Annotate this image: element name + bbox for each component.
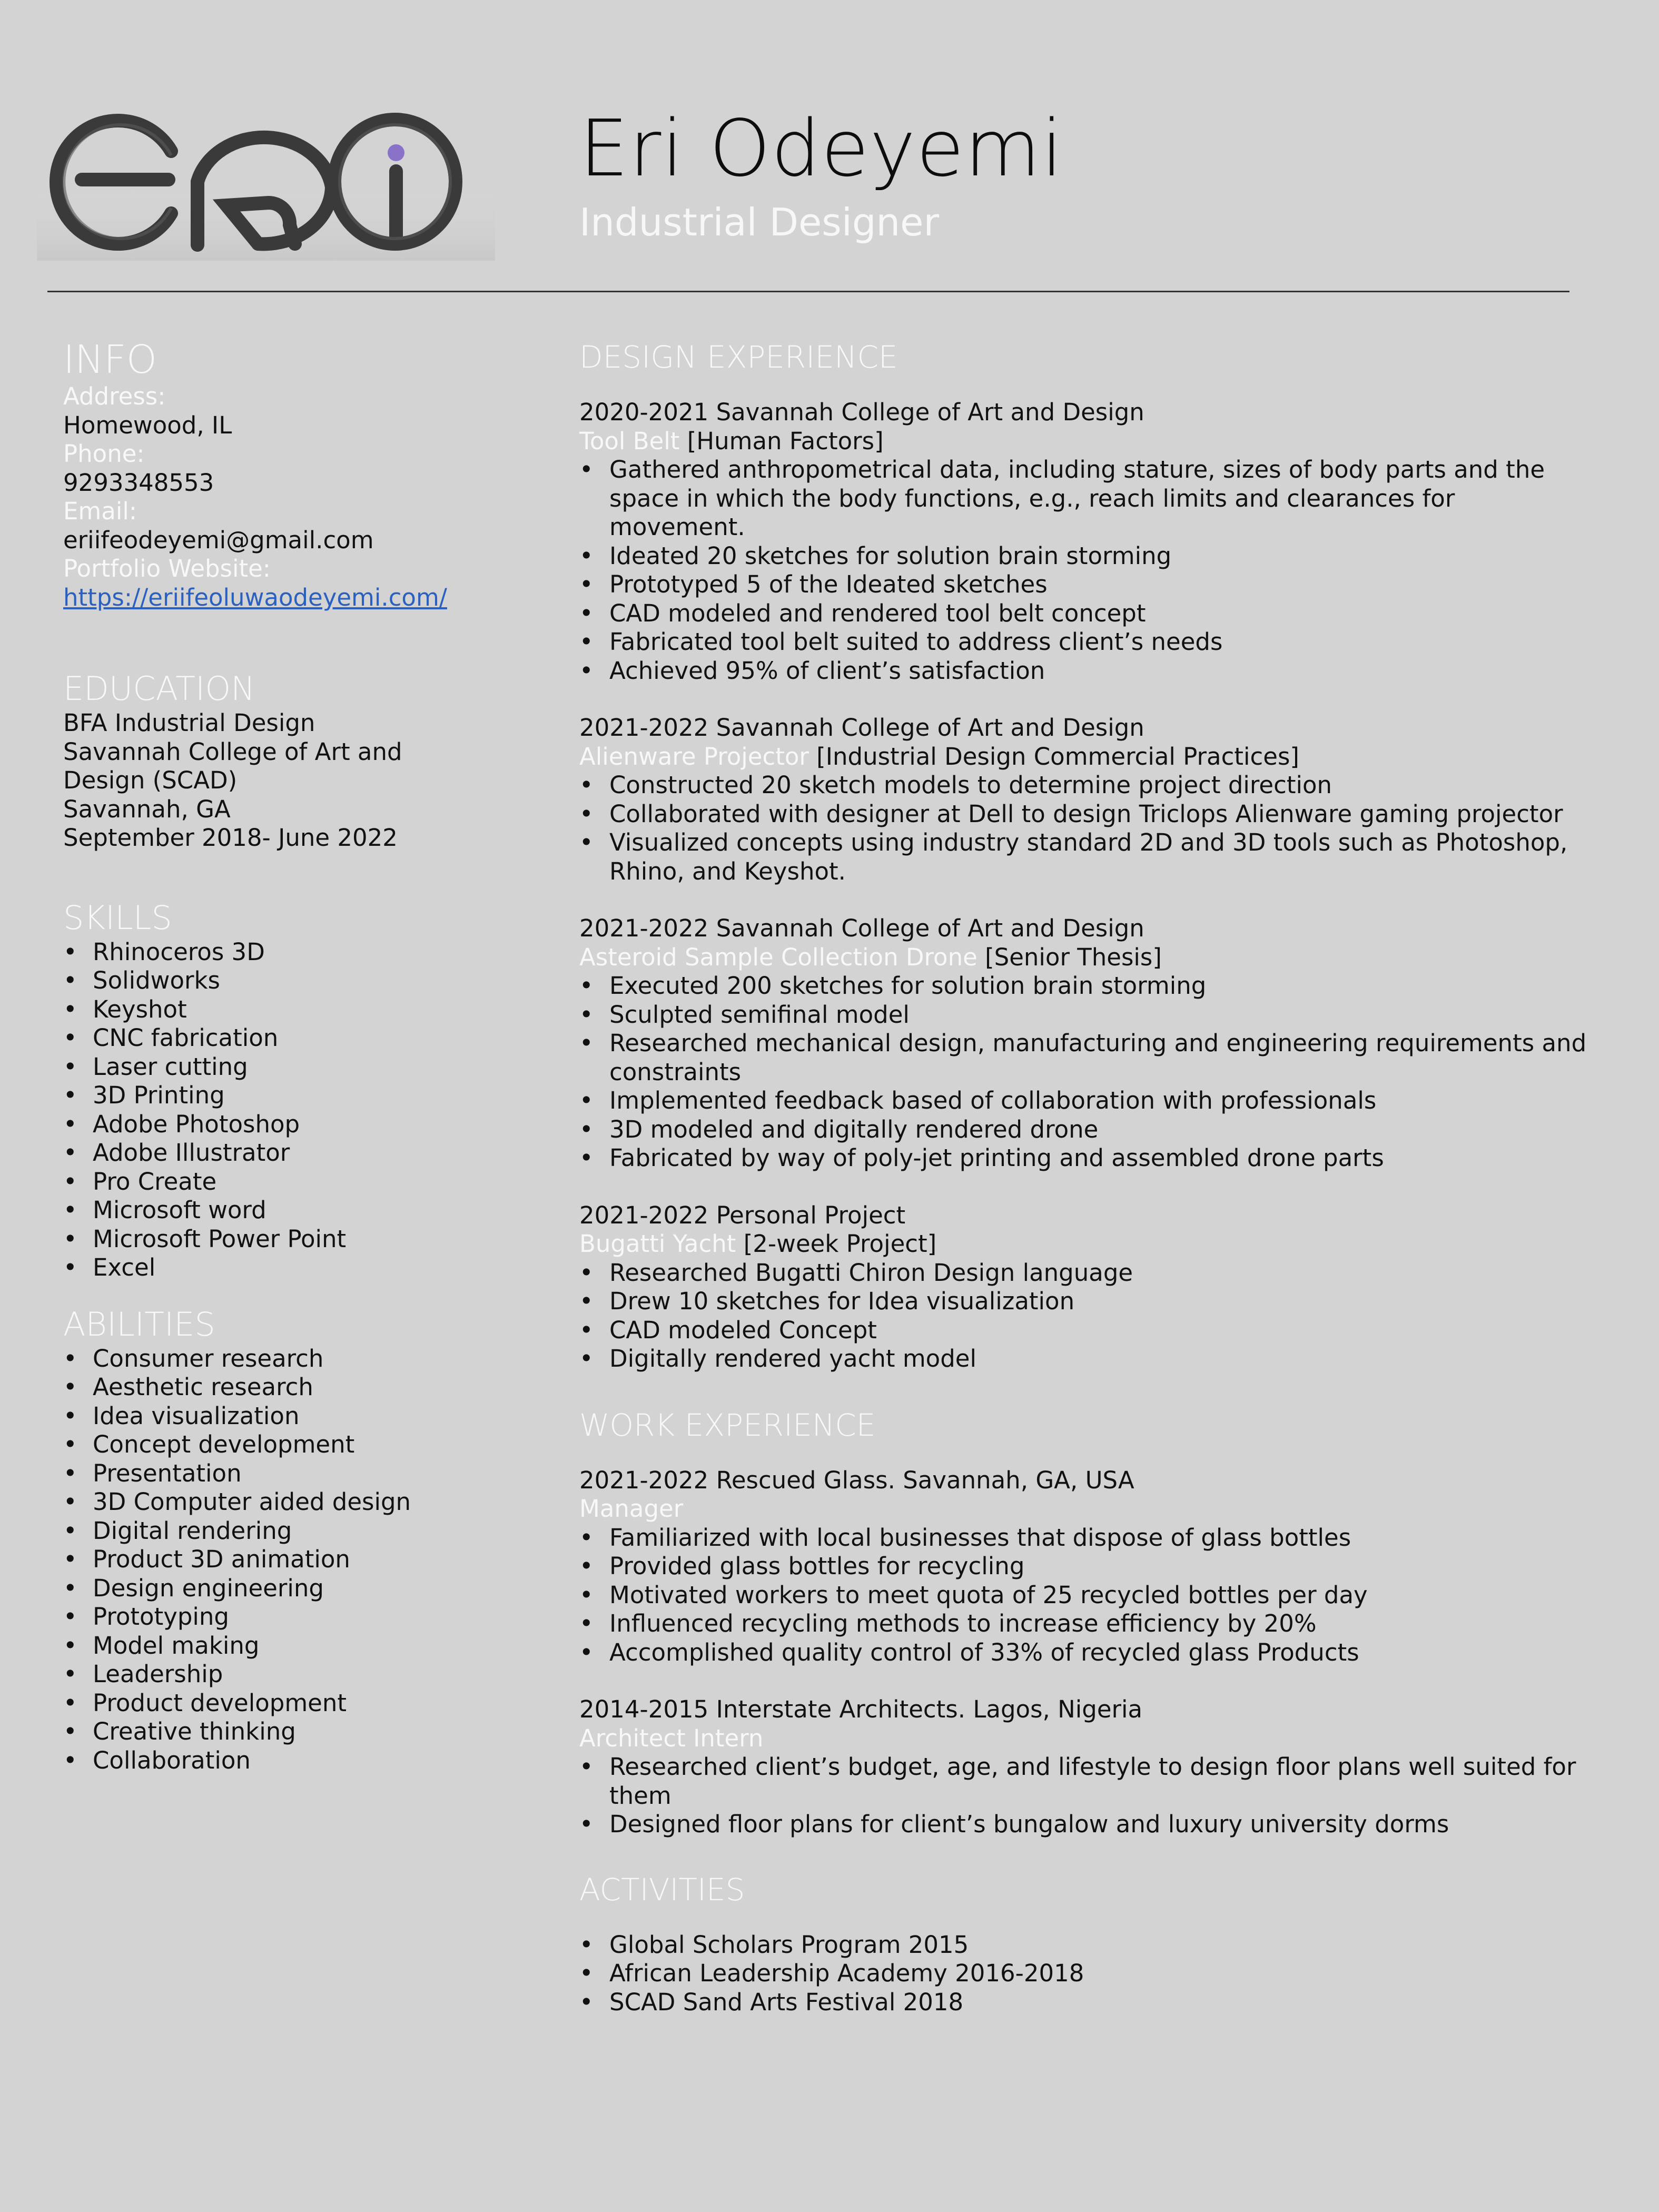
entry-bullet: • Ideated 20 sketches for solution brain storming [579,542,1596,571]
entry-project-line [579,1230,1596,1259]
education-school-line1: Savannah College of Art and [63,737,402,766]
entry-project-line [579,427,1596,456]
entry-bullet: • Executed 200 sketches for solution brain storming [579,972,1596,1001]
experience-entry [579,1695,1596,1839]
entry-bullet: • CAD modeled Concept [579,1316,1596,1345]
ability-item: • Collaboration [63,1746,527,1775]
entry-project-title: Manager [579,1495,684,1523]
entry-project-title: Architect Intern [579,1724,764,1752]
experience-entry [579,1201,1596,1374]
skill-item: • Rhinoceros 3D [63,938,527,967]
entry-bullet: • Visualized concepts using industry standard 2D and 3D tools such as Photoshop, Rhino, and Keyshot. [579,828,1596,886]
entry-header: 2020-2021 Savannah College of Art and Design [579,398,1144,426]
entry-bullet: • Constructed 20 sketch models to determine project direction [579,771,1596,800]
skill-item: • Excel [63,1253,527,1282]
ability-item: • Consumer research [63,1345,527,1374]
entry-bullet: • Motivated workers to meet quota of 25 recycled bottles per day [579,1581,1596,1610]
education-school-line2: Design (SCAD) [63,766,238,794]
experience-entry [579,914,1596,1173]
entry-bullet: • Researched Bugatti Chiron Design language [579,1259,1596,1288]
skill-item: • Solidworks [63,966,527,995]
skill-item: • 3D Printing [63,1081,527,1110]
entry-bullets [579,972,1596,1173]
skill-item: • Adobe Illustrator [63,1139,527,1168]
experience-entry [579,1466,1596,1667]
skill-item: • Keyshot [63,995,527,1024]
entry-project-line [579,1495,1596,1524]
person-name: Eri Odeyemi [579,103,1063,194]
entry-bullet: • Implemented feedback based of collaboration with professionals [579,1087,1596,1115]
entry-project-tag: [Industrial Design Commercial Practices] [808,742,1299,771]
eri-logo-icon [37,103,495,261]
ability-item: • Idea visualization [63,1402,527,1431]
ability-item: • 3D Computer aided design [63,1488,527,1517]
entry-bullet: • Accomplished quality control of 33% of recycled glass Products [579,1638,1596,1667]
entry-bullet: • Digitally rendered yacht model [579,1345,1596,1374]
entry-project-tag: [Senior Thesis] [977,943,1162,971]
experience-entry [579,398,1596,685]
entry-bullet: • Familiarized with local businesses that dispose of glass bottles [579,1524,1596,1553]
activity-item: • African Leadership Academy 2016-2018 [579,1959,1596,1988]
work-experience-entries [579,1466,1596,1839]
entry-bullet: • Achieved 95% of client’s satisfaction [579,657,1596,686]
skill-item: • Adobe Photoshop [63,1110,527,1139]
skill-item: • Pro Create [63,1168,527,1197]
entry-bullet: • Researched mechanical design, manufacturing and engineering requirements and constraints [579,1029,1596,1087]
header [579,103,1063,245]
education-dates: September 2018- June 2022 [63,824,398,852]
entry-header: 2021-2022 Savannah College of Art and Design [579,914,1144,942]
entry-bullet: • Prototyped 5 of the Ideated sketches [579,570,1596,599]
job-title: Industrial Designer [579,200,940,245]
right-column [579,337,1596,2017]
entry-bullet: • Influenced recycling methods to increase efficiency by 20% [579,1609,1596,1638]
ability-item: • Digital rendering [63,1517,527,1546]
phone-label: Phone: [63,440,145,468]
entry-project-title: Tool Belt [579,427,680,455]
skill-item: • Laser cutting [63,1053,527,1082]
entry-project-line [579,943,1596,972]
entry-bullet: • Designed floor plans for client’s bungalow and luxury university dorms [579,1810,1596,1839]
ability-item: • Product 3D animation [63,1545,527,1574]
education-degree: BFA Industrial Design [63,709,315,737]
entry-header: 2021-2022 Personal Project [579,1201,906,1229]
entry-bullets [579,456,1596,685]
entry-bullet: • CAD modeled and rendered tool belt concept [579,599,1596,628]
entry-project-tag: [Human Factors] [679,427,884,455]
entry-bullets [579,1753,1596,1839]
info-heading: INFO [63,337,157,382]
entry-project-line [579,743,1596,772]
skill-item: • CNC fabrication [63,1024,527,1053]
entry-header: 2021-2022 Rescued Glass. Savannah, GA, USA [579,1466,1134,1494]
skill-item: • Microsoft word [63,1196,527,1225]
ability-item: • Concept development [63,1430,527,1459]
entry-bullet: • Sculpted semifinal model [579,1001,1596,1030]
ability-item: • Model making [63,1632,527,1661]
left-column [63,337,527,1775]
activities-heading: ACTIVITIES [579,1871,745,1908]
skills-heading: SKILLS [63,898,172,937]
entry-bullet: • Fabricated by way of poly-jet printing and assembled drone parts [579,1144,1596,1173]
skill-item: • Microsoft Power Point [63,1225,527,1254]
entry-bullet: • Provided glass bottles for recycling [579,1552,1596,1581]
entry-bullet: • Drew 10 sketches for Idea visualization [579,1287,1596,1316]
entry-header: 2021-2022 Savannah College of Art and Design [579,714,1144,742]
activity-item: • SCAD Sand Arts Festival 2018 [579,1988,1596,2017]
entry-bullet: • Gathered anthropometrical data, including stature, sizes of body parts and the space in which the body functions, e.g., reach limits and clearances for movement. [579,456,1596,542]
portfolio-link[interactable]: https://eriifeoluwaodeyemi.com/ [63,583,447,611]
activities-list [579,1931,1596,2017]
ability-item: • Creative thinking [63,1717,527,1746]
abilities-heading: ABILITIES [63,1305,215,1344]
entry-project-line [579,1724,1596,1753]
entry-project-title: Asteroid Sample Collection Drone [579,943,977,971]
skills-list [63,938,527,1282]
entry-bullet: • Fabricated tool belt suited to address client’s needs [579,628,1596,657]
entry-bullets [579,1259,1596,1374]
header-divider [47,291,1569,292]
entry-bullet: • 3D modeled and digitally rendered drone [579,1115,1596,1144]
work-experience-heading: WORK EXPERIENCE [579,1407,876,1443]
entry-project-tag: [2-week Project] [736,1230,937,1258]
address-label: Address: [63,382,166,410]
ability-item: • Design engineering [63,1574,527,1603]
email-label: Email: [63,497,137,525]
experience-entry [579,714,1596,886]
activity-item: • Global Scholars Program 2015 [579,1931,1596,1960]
entry-project-title: Bugatti Yacht [579,1230,736,1258]
entry-bullet: • Researched client’s budget, age, and lifestyle to design floor plans well suited for them [579,1753,1596,1810]
ability-item: • Aesthetic research [63,1373,527,1402]
abilities-list [63,1345,527,1775]
entry-header: 2014-2015 Interstate Architects. Lagos, Nigeria [579,1695,1143,1723]
entry-bullets [579,771,1596,886]
design-experience-entries [579,398,1596,1374]
address-value: Homewood, IL [63,411,232,439]
ability-item: • Prototyping [63,1603,527,1632]
ability-item: • Product development [63,1689,527,1718]
phone-value: 9293348553 [63,468,214,497]
entry-project-title: Alienware Projector [579,742,809,771]
portfolio-label: Portfolio Website: [63,555,271,582]
education-location: Savannah, GA [63,795,231,823]
ability-item: • Presentation [63,1459,527,1488]
entry-bullet: • Collaborated with designer at Dell to design Triclops Alienware gaming projector [579,800,1596,829]
design-experience-heading: DESIGN EXPERIENCE [579,339,898,375]
education-heading: EDUCATION [63,669,255,708]
ability-item: • Leadership [63,1660,527,1689]
entry-bullets [579,1524,1596,1667]
email-value: eriifeodeyemi@gmail.com [63,526,374,554]
